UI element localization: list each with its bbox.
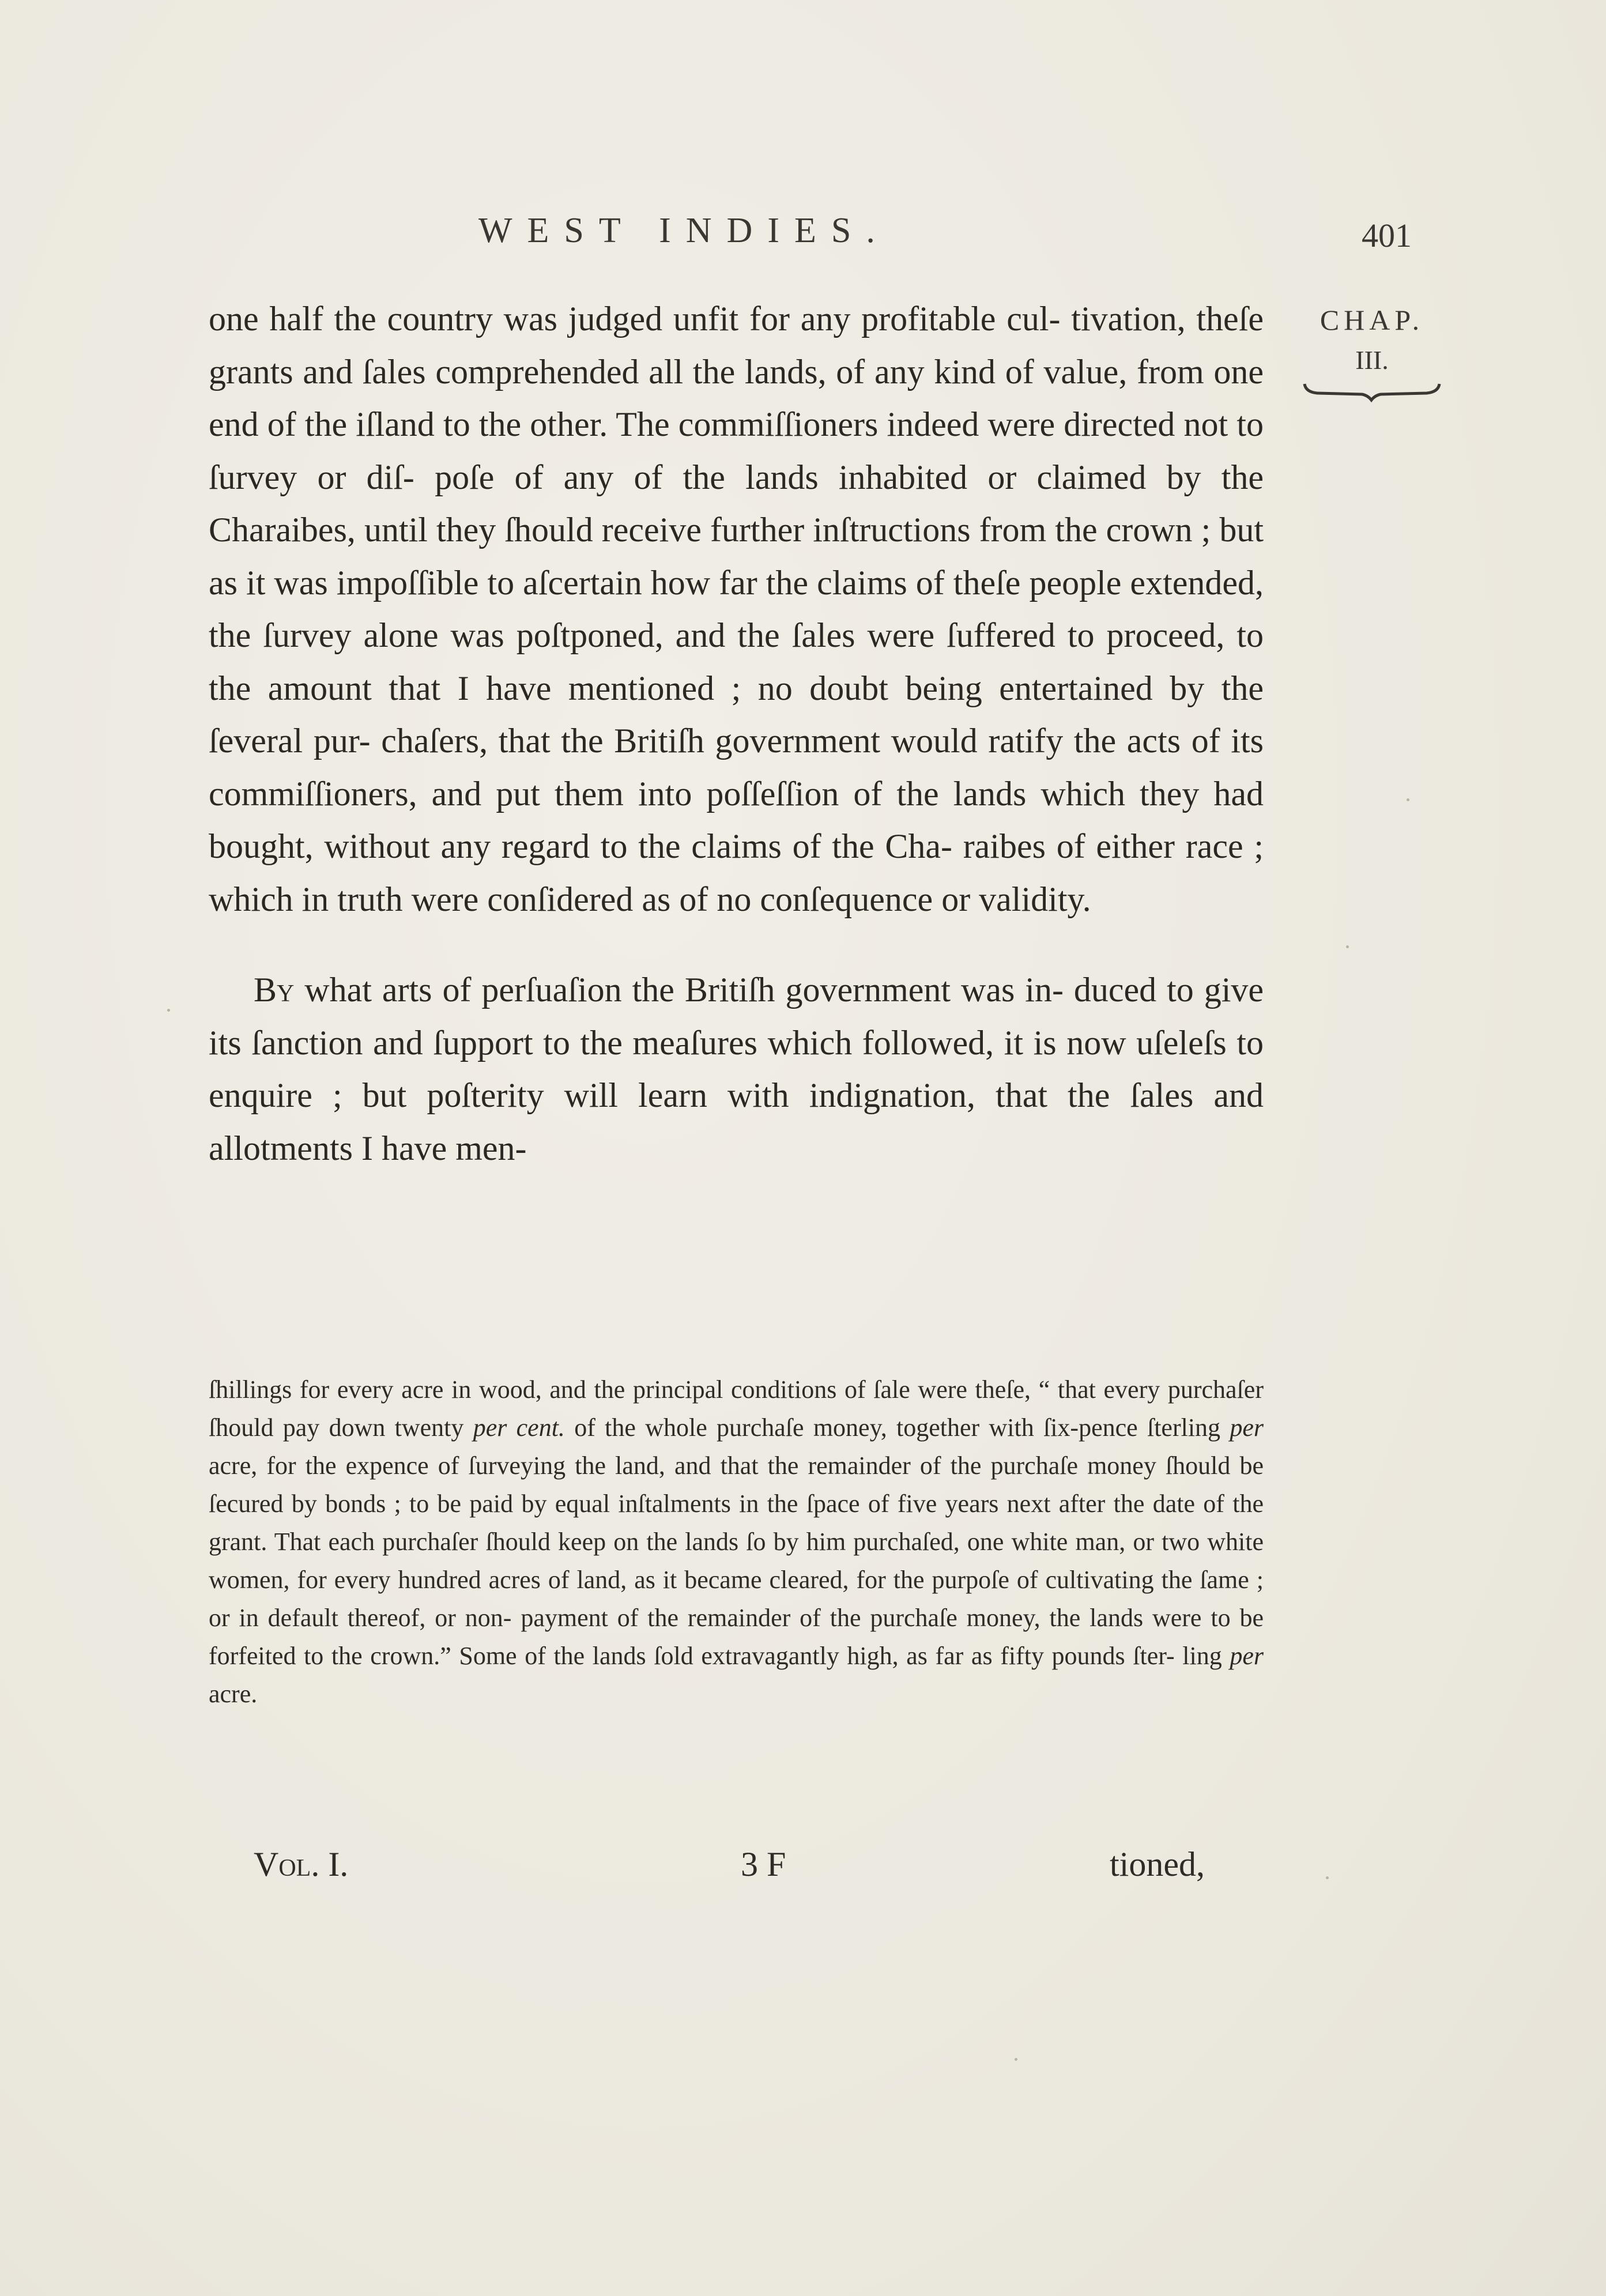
paragraph-2-text: what arts of perſuaſion the Britiſh government was in- duced to give its ſanction and ſupport to the meaſures which followed, it is now uſeleſs to enquire ; but poſterity will learn with indignation, that the ſales and allotments I have men- xyxy=(209,971,1264,1167)
page-number: 401 xyxy=(1362,217,1412,254)
paper-speck xyxy=(1015,2058,1017,2061)
volume-label: Vol. I. xyxy=(254,1845,349,1883)
paper-speck xyxy=(1407,798,1409,801)
paragraph-2-opening-word: By xyxy=(254,971,295,1009)
chapter-label: CHAP. xyxy=(1320,304,1424,336)
paragraph-2 xyxy=(209,964,1264,1175)
main-text xyxy=(209,293,1264,1175)
catchword: tioned, xyxy=(1110,1845,1205,1883)
brace-ornament-icon xyxy=(1300,380,1444,404)
footnote-text-1: ſhillings for every acre in wood, and the principal conditions of ſale were theſe, “ that every purchaſer ſhould pay down twenty xyxy=(209,1375,1264,1442)
paragraph-1: one half the country was judged unfit for any profitable cul- tivation, theſe grants and ſales comprehended all the lands, of any kind of value, from one end of the iſland to the other. The commiſſioners indeed were directed not to ſurvey or diſ- poſe of any of the lands inhabited or claimed by the Charaibes, until they ſhould receive further inſtructions from the crown ; but as it was impoſſible to aſcertain how far the claims of theſe people extended, the ſurvey alone was poſtponed, and the ſales were ſuffered to proceed, to the amount that I have mentioned ; no doubt being entertained by the ſeveral pur- chaſers, that the Britiſh government would ratify the acts of its commiſſioners, and put them into poſſeſſion of the lands which they had bought, without any regard to the claims of the Cha- raibes of either race ; which in truth were conſidered as of no conſequence or validity. xyxy=(209,300,1264,918)
chapter-side-note xyxy=(1297,300,1447,404)
chapter-number: III. xyxy=(1355,345,1389,375)
signature-mark: 3 F xyxy=(741,1845,786,1883)
paper-speck xyxy=(167,1009,170,1012)
paper-speck xyxy=(1326,1876,1329,1879)
footnote-text-4: acre. xyxy=(209,1680,258,1708)
footnote-italic-3: per xyxy=(1230,1642,1264,1670)
footnote xyxy=(209,1371,1264,1713)
footnote-italic-2: per xyxy=(1230,1413,1264,1442)
footnote-text-3: acre, for the expence of ſurveying the land, and that the remainder of the purchaſe money ſhould be ſecured by bonds ; to be paid by equal inſtalments in the ſpace of five years next after the date of the grant. That each purchaſer ſhould keep on the lands ſo by him purchaſed, one white man, or two white women, for every hundred acres of land, as it became cleared, for the purpoſe of cultivating the ſame ; or in default thereof, or non- payment of the remainder of the purchaſe money, the lands were to be forfeited to the crown.” Some of the lands ſold extravagantly high, as far as fifty pounds ſter- ling xyxy=(209,1452,1264,1670)
page-footer xyxy=(0,1845,1606,1897)
footnote-text-2: of the whole purchaſe money, together with ſix-pence ſterling xyxy=(564,1413,1230,1442)
running-title: WEST INDIES. xyxy=(478,211,890,250)
running-head xyxy=(0,210,1606,257)
footnote-italic-1: per cent. xyxy=(473,1413,565,1442)
paper-speck xyxy=(1346,945,1349,948)
